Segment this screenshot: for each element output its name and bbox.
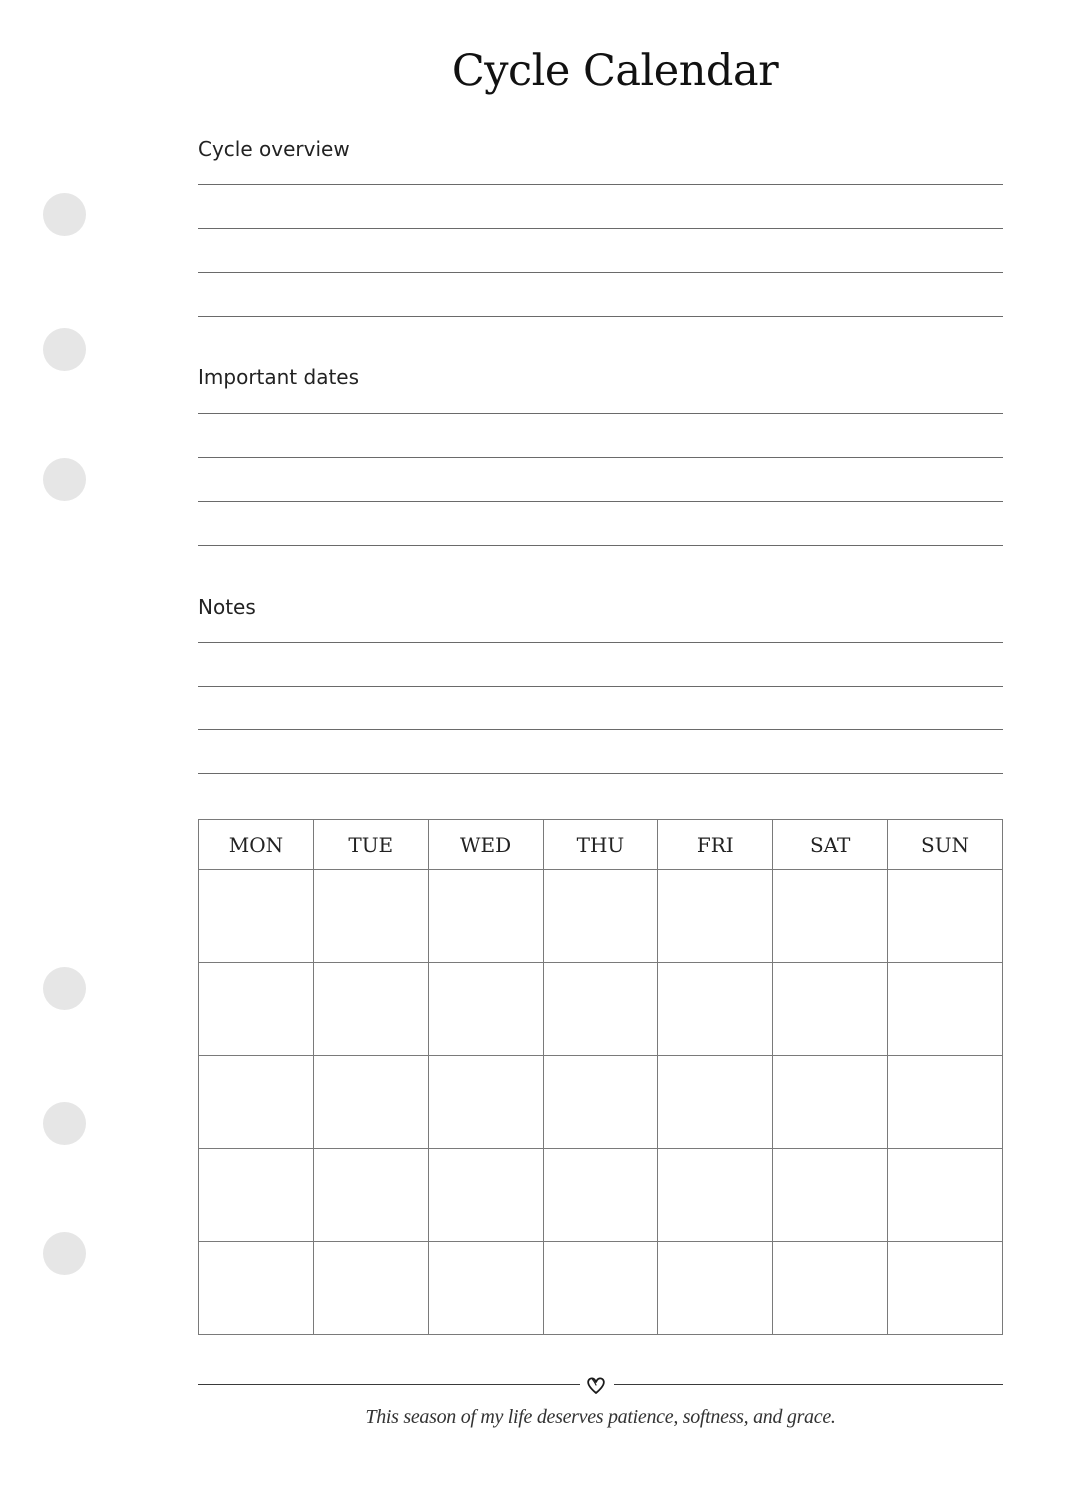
- footer-divider-right: [614, 1384, 1003, 1385]
- calendar-day-cell[interactable]: [658, 1242, 773, 1335]
- calendar-day-cell[interactable]: [543, 1149, 658, 1242]
- footer-quote: This season of my life deserves patience, softness, and grace.: [365, 1406, 836, 1428]
- writing-line[interactable]: [198, 545, 1003, 546]
- calendar-day-cell[interactable]: [773, 1149, 888, 1242]
- weekday-header-sat: SAT: [773, 820, 888, 870]
- heart-icon: [584, 1373, 608, 1397]
- calendar-day-cell[interactable]: [428, 870, 543, 963]
- weekday-header-row: [199, 820, 1003, 870]
- calendar-day-cell[interactable]: [199, 1242, 314, 1335]
- writing-line[interactable]: [198, 413, 1003, 414]
- calendar-day-cell[interactable]: [313, 1242, 428, 1335]
- writing-line[interactable]: [198, 316, 1003, 317]
- weekday-header-thu: THU: [543, 820, 658, 870]
- weekday-header-fri: FRI: [658, 820, 773, 870]
- writing-line[interactable]: [198, 773, 1003, 774]
- writing-line[interactable]: [198, 501, 1003, 502]
- weekday-header-sun: SUN: [888, 820, 1003, 870]
- calendar-day-cell[interactable]: [773, 1242, 888, 1335]
- punch-hole: [43, 1232, 86, 1275]
- punch-hole: [43, 1102, 86, 1145]
- footer-divider-left: [198, 1384, 580, 1385]
- calendar-day-cell[interactable]: [888, 1242, 1003, 1335]
- writing-line[interactable]: [198, 184, 1003, 185]
- calendar-day-cell[interactable]: [199, 1149, 314, 1242]
- calendar-day-cell[interactable]: [543, 1056, 658, 1149]
- calendar-day-cell[interactable]: [428, 1242, 543, 1335]
- punch-hole: [43, 328, 86, 371]
- weekday-header-wed: WED: [428, 820, 543, 870]
- calendar-week-row: [199, 1056, 1003, 1149]
- calendar-day-cell[interactable]: [199, 963, 314, 1056]
- writing-line[interactable]: [198, 228, 1003, 229]
- calendar-day-cell[interactable]: [773, 963, 888, 1056]
- calendar-day-cell[interactable]: [199, 870, 314, 963]
- page-title: Cycle Calendar: [451, 46, 779, 96]
- calendar-day-cell[interactable]: [888, 963, 1003, 1056]
- calendar-day-cell[interactable]: [428, 963, 543, 1056]
- section-label-cycle-overview: Cycle overview: [198, 137, 350, 161]
- weekday-header-mon: MON: [199, 820, 314, 870]
- calendar-day-cell[interactable]: [773, 870, 888, 963]
- calendar-week-row: [199, 870, 1003, 963]
- writing-line[interactable]: [198, 686, 1003, 687]
- calendar-grid: [198, 819, 1003, 1335]
- calendar-day-cell[interactable]: [888, 1149, 1003, 1242]
- calendar-day-cell[interactable]: [658, 963, 773, 1056]
- punch-hole: [43, 193, 86, 236]
- calendar-day-cell[interactable]: [658, 870, 773, 963]
- calendar-day-cell[interactable]: [658, 1056, 773, 1149]
- writing-line[interactable]: [198, 272, 1003, 273]
- punch-hole: [43, 967, 86, 1010]
- calendar-day-cell[interactable]: [773, 1056, 888, 1149]
- calendar-day-cell[interactable]: [543, 870, 658, 963]
- writing-line[interactable]: [198, 642, 1003, 643]
- calendar-week-row: [199, 963, 1003, 1056]
- section-label-notes: Notes: [198, 595, 256, 619]
- calendar-day-cell[interactable]: [313, 963, 428, 1056]
- punch-hole: [43, 458, 86, 501]
- weekday-header-tue: TUE: [313, 820, 428, 870]
- calendar-day-cell[interactable]: [543, 963, 658, 1056]
- calendar-day-cell[interactable]: [888, 1056, 1003, 1149]
- writing-line[interactable]: [198, 457, 1003, 458]
- calendar-day-cell[interactable]: [313, 1149, 428, 1242]
- calendar-day-cell[interactable]: [428, 1056, 543, 1149]
- calendar-day-cell[interactable]: [199, 1056, 314, 1149]
- writing-line[interactable]: [198, 729, 1003, 730]
- calendar-day-cell[interactable]: [658, 1149, 773, 1242]
- calendar-day-cell[interactable]: [543, 1242, 658, 1335]
- calendar-day-cell[interactable]: [313, 870, 428, 963]
- section-label-important-dates: Important dates: [198, 365, 360, 389]
- calendar-day-cell[interactable]: [313, 1056, 428, 1149]
- calendar-week-row: [199, 1149, 1003, 1242]
- calendar-week-row: [199, 1242, 1003, 1335]
- calendar-day-cell[interactable]: [428, 1149, 543, 1242]
- calendar-day-cell[interactable]: [888, 870, 1003, 963]
